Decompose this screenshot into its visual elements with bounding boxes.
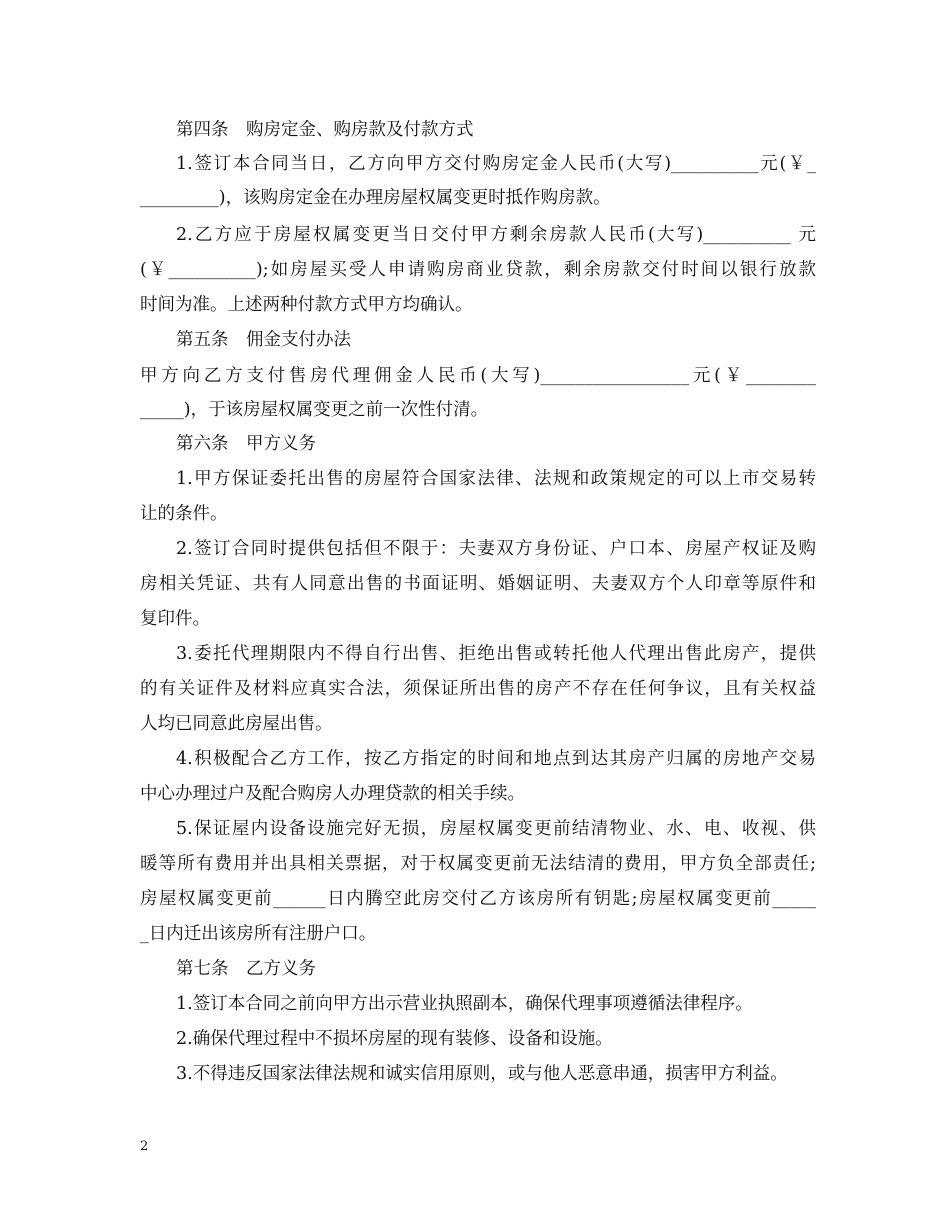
- article-7-heading: 第七条 乙方义务: [176, 959, 316, 979]
- paragraph-line: 3.委托代理期限内不得自行出售、拒绝出售或转托他人代理出售此房产，提供: [176, 644, 816, 664]
- article-4-heading: 第四条 购房定金、购房款及付款方式: [176, 120, 474, 140]
- paragraph-line: 2.确保代理过程中不损坏房屋的现有装修、设备和设施。: [176, 1029, 613, 1049]
- paragraph-line: 时间为准。上述两种付款方式甲方均确认。: [140, 295, 473, 315]
- paragraph-line: 3.不得违反国家法律法规和诚实信用原则，或与他人恶意串通，损害甲方利益。: [176, 1064, 788, 1084]
- paragraph-line: 的有关证件及材料应真实合法，须保证所出售的房产不存在任何争议，且有关权益: [140, 679, 816, 699]
- paragraph-line: 暖等所有费用并出具相关票据，对于权属变更前无法结清的费用，甲方负全部责任;: [140, 854, 816, 874]
- paragraph-line: 1.签订本合同当日，乙方向甲方交付购房定金人民币(大写)__________元(￥_: [176, 154, 816, 174]
- paragraph-line: 中心办理过户及配合购房人办理贷款的相关手续。: [140, 784, 525, 804]
- paragraph-line: 甲方向乙方支付售房代理佣金人民币(大写)_________________元(￥________: [140, 366, 816, 386]
- paragraph-line: 房相关凭证、共有人同意出售的书面证明、婚姻证明、夫妻双方个人印章等原件和: [140, 574, 816, 594]
- paragraph-line: (￥__________);如房屋买受人申请购房商业贷款，剩余房款交付时间以银行放款: [140, 260, 816, 280]
- paragraph-line: 4.积极配合乙方工作，按乙方指定的时间和地点到达其房产归属的房地产交易: [176, 749, 816, 769]
- paragraph-line: 1.签订本合同之前向甲方出示营业执照副本，确保代理事项遵循法律程序。: [176, 994, 753, 1014]
- paragraph-line: 复印件。: [140, 609, 210, 629]
- paragraph-line: 5.保证屋内设备设施完好无损，房屋权属变更前结清物业、水、电、收视、供: [176, 819, 816, 839]
- paragraph-line: 让的条件。: [140, 504, 228, 524]
- paragraph-line: _日内迁出该房所有注册户口。: [140, 924, 377, 944]
- paragraph-line: _________)，该购房定金在办理房屋权属变更时抵作购房款。: [140, 188, 611, 208]
- paragraph-line: 房屋权属变更前______日内腾空此房交付乙方该房所有钥匙;房屋权属变更前_____: [140, 889, 816, 909]
- article-6-heading: 第六条 甲方义务: [176, 434, 316, 454]
- paragraph-line: 2.签订合同时提供包括但不限于：夫妻双方身份证、户口本、房屋产权证及购: [176, 539, 816, 559]
- article-5-heading: 第五条 佣金支付办法: [176, 330, 351, 350]
- paragraph-line: 2.乙方应于房屋权属变更当日交付甲方剩余房款人民币(大写)__________ 元: [176, 225, 816, 245]
- paragraph-line: 1.甲方保证委托出售的房屋符合国家法律、法规和政策规定的可以上市交易转: [176, 469, 816, 489]
- paragraph-line: _____)，于该房屋权属变更之前一次性付清。: [140, 400, 489, 420]
- page-number: 2: [140, 1139, 149, 1154]
- paragraph-line: 人均已同意此房屋出售。: [140, 714, 333, 734]
